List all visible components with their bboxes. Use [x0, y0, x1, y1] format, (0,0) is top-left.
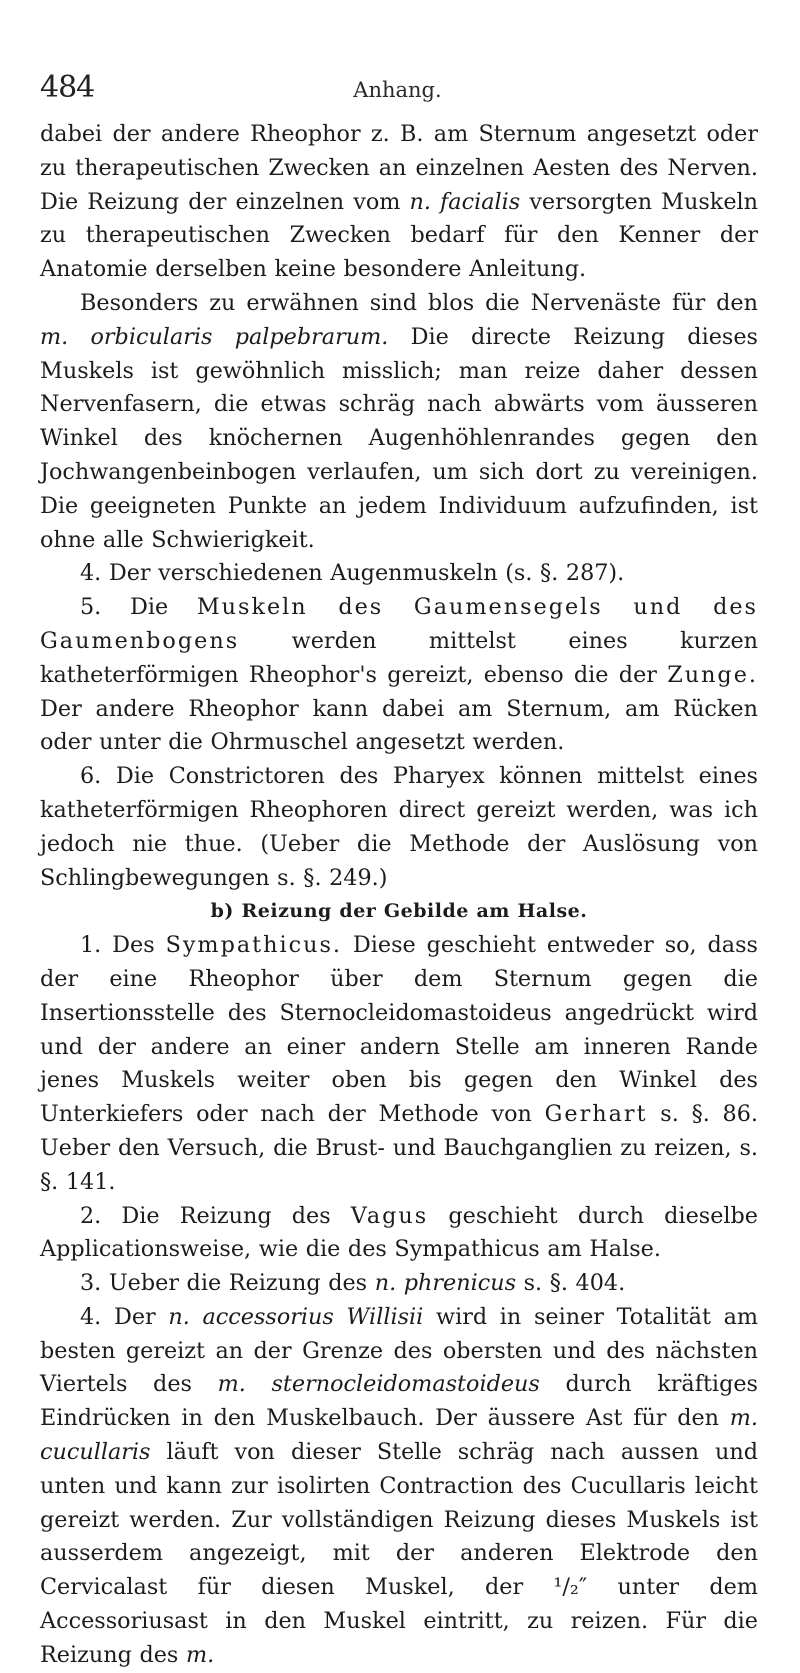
paragraph: 4. Der n. accessorius Willisii wird in seiner Totalität am besten gereizt an der Grenze des obersten und des nächsten Viertels des m. sternocleidomastoideus durch kräftiges Eindrücken in den Muskelbauch. Der äussere Ast für den m. cucullaris läuft von dieser Stelle schräg nach aussen und unten und kann zur isolirten Contraction des Cucullaris leicht gereizt werden. Zur vollständigen Reizung dieses Muskels ist ausserdem angezeigt, mit der anderen Elektrode den Cervicalast für diesen Muskel, der ¹/₂″ unter dem Accessoriusast in den Muskel eintritt, zu reizen. Für die Reizung des m. [40, 1303, 759, 1668]
paragraph: Besonders zu erwähnen sind blos die Nervenäste für den m. orbicularis palpebrarum. Die directe Reizung dieses Muskels ist gewöhnlich misslich; man reize daher dessen Nervenfasern, die etwas schräg nach abwärts vom äusseren Winkel des knöchernen Augenhöhlenrandes gegen den Jochwangenbeinbogen verlaufen, um sich dort zu vereinigen. Die geeigneten Punkte an jedem Individuum aufzufinden, ist ohne alle Schwierigkeit. [40, 289, 758, 553]
paragraph: 5. Die Muskeln des Gaumensegels und des Gaumenbogens werden mittelst eines kurzen katheterförmigen Rheophor's gereizt, ebenso die der Zunge. Der andere Rheophor kann dabei am Sternum, am Rücken oder unter die Ohrmuschel angesetzt werden. [40, 594, 759, 756]
running-head: Anhang. [353, 78, 442, 102]
section-heading: b) Reizung der Gebilde am Halse. [210, 900, 588, 923]
paragraph: 3. Ueber die Reizung des n. phrenicus s. §. 404. [80, 1270, 626, 1297]
page-header [40, 70, 755, 110]
paragraph: 1. Des Sympathicus. Diese geschieht entweder so, dass der eine Rheophor über dem Sternum gegen die Insertionsstelle des Sternocleidomastoideus angedrückt wird und der andere an einer andern Stelle am inneren Rande jenes Muskels weiter oben bis gegen den Winkel des Unterkiefers oder nach der Methode von Gerhart s. §. 86. Ueber den Versuch, die Brust- und Bauchganglien zu reizen, s. §. 141. [40, 932, 759, 1195]
paragraph: 4. Der verschiedenen Augenmuskeln (s. §. 287). [80, 560, 625, 587]
page-number: 484 [40, 70, 95, 105]
paragraph: 2. Die Reizung des Vagus geschieht durch dieselbe Applicationsweise, wie die des Sympathicus am Halse. [40, 1202, 759, 1263]
paragraph: dabei der andere Rheophor z. B. am Sternum angesetzt oder zu therapeutischen Zwecken an einzelnen Aesten des Nerven. Die Reizung der einzelnen vom n. facialis versorgten Muskeln zu therapeutischen Zwecken bedarf für den Kenner der Anatomie derselben keine besondere Anleitung. [40, 121, 758, 283]
body-text [40, 118, 758, 1673]
paragraph: 6. Die Constrictoren des Pharyex können mittelst eines katheterförmigen Rheophoren direct gereizt werden, was ich jedoch nie thue. (Ueber die Methode der Auslösung von Schlingbewegungen s. §. 249.) [40, 763, 758, 891]
